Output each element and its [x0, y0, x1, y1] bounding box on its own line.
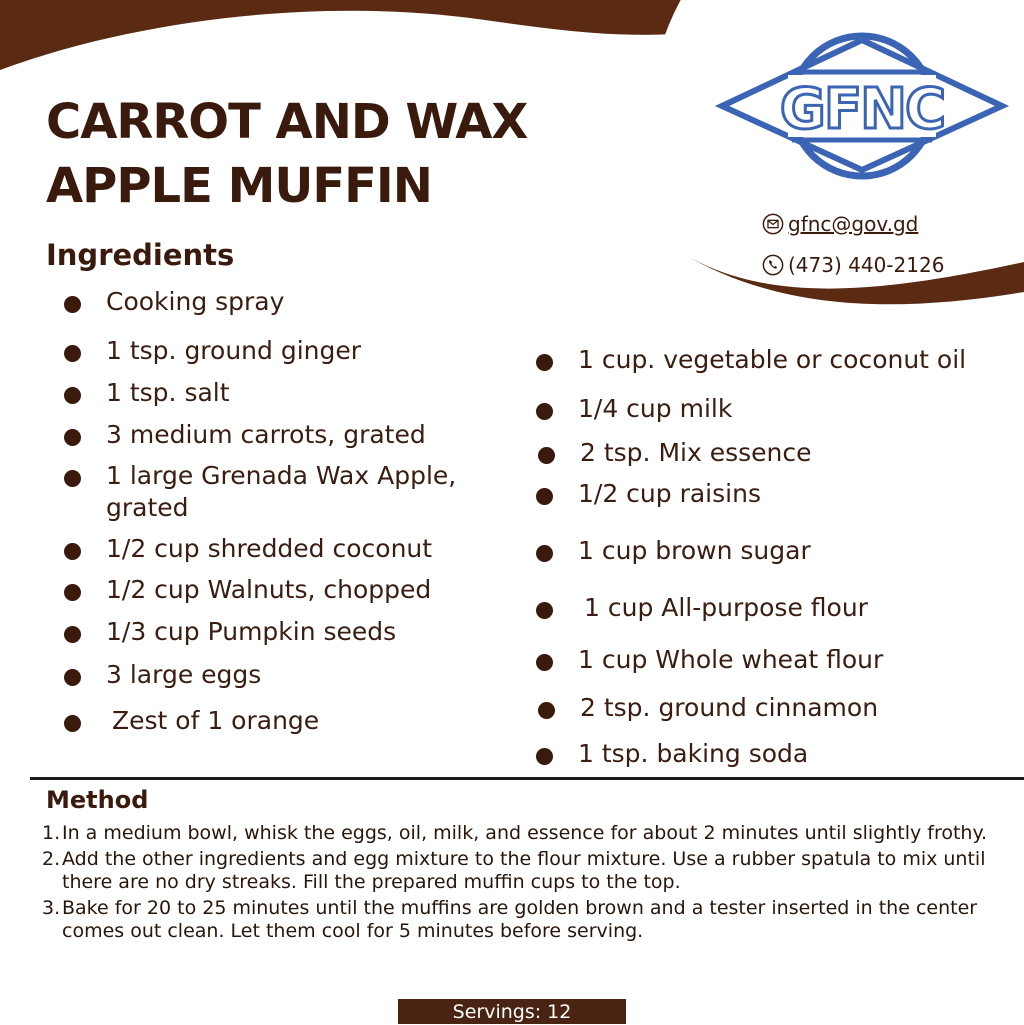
ingredient-item	[106, 335, 361, 367]
ingredient-item	[578, 644, 883, 676]
bullet-icon	[64, 543, 81, 560]
bullet-icon	[64, 669, 81, 686]
bullet-icon	[64, 387, 81, 404]
ingredient-item	[106, 460, 496, 524]
ingredient-label: 1/2 cup shredded coconut	[106, 534, 433, 563]
ingredient-label: 3 medium carrots, grated	[106, 420, 426, 449]
bullet-icon	[536, 403, 553, 420]
step-number: 2.	[42, 847, 61, 870]
ingredient-item	[106, 659, 261, 691]
ingredient-item	[584, 592, 868, 624]
ingredient-item	[106, 419, 426, 451]
ingredient-label: Zest of 1 orange	[112, 706, 320, 735]
bullet-icon	[64, 296, 81, 313]
ingredient-label: 1 tsp. ground ginger	[106, 336, 362, 365]
step-number: 1.	[42, 822, 61, 844]
method-step	[42, 848, 1002, 895]
envelope-icon	[762, 213, 784, 235]
email-contact[interactable]	[762, 212, 918, 236]
bullet-icon	[64, 345, 81, 362]
phone-contact[interactable]	[762, 253, 944, 277]
step-text: Bake for 20 to 25 minutes until the muffins are golden brown and a tester inserted in the center comes out clean. Let them cool for 5 minutes before serving.	[62, 896, 978, 942]
ingredient-label: 1 cup brown sugar	[578, 536, 811, 565]
bullet-icon	[538, 702, 555, 719]
ingredient-label: 1/2 cup Walnuts, chopped	[106, 575, 432, 604]
ingredient-item	[106, 533, 432, 565]
ingredient-label: 1 large Grenada Wax Apple, grated	[106, 461, 457, 522]
step-text: In a medium bowl, whisk the eggs, oil, milk, and essence for about 2 minutes until slightly frothy.	[62, 822, 988, 844]
ingredient-item	[578, 393, 732, 425]
bullet-icon	[64, 470, 81, 487]
ingredient-label: 3 large eggs	[106, 660, 262, 689]
ingredient-item	[106, 286, 284, 318]
ingredient-item	[580, 692, 878, 724]
ingredient-label: 1 cup All-purpose flour	[584, 593, 868, 622]
ingredient-item	[578, 535, 811, 567]
step-number: 3.	[42, 896, 61, 919]
ingredient-label: 2 tsp. Mix essence	[580, 438, 812, 467]
bullet-icon	[64, 429, 81, 446]
bullet-icon	[536, 545, 553, 562]
ingredient-label: 1/3 cup Pumpkin seeds	[106, 617, 397, 646]
ingredient-label: 1 tsp. baking soda	[578, 739, 809, 768]
bullet-icon	[536, 654, 553, 671]
ingredient-item	[106, 574, 431, 606]
method-step	[42, 822, 1002, 846]
ingredient-item	[580, 437, 811, 469]
method-heading: Method	[46, 786, 149, 814]
bullet-icon	[538, 447, 555, 464]
recipe-title	[46, 90, 527, 218]
phone-icon	[762, 254, 784, 276]
section-divider	[30, 777, 1024, 780]
method-step	[42, 897, 1002, 944]
bullet-icon	[536, 354, 553, 371]
bullet-icon	[64, 715, 81, 732]
ingredient-item	[106, 616, 396, 648]
bullet-icon	[64, 584, 81, 601]
ingredient-label: Cooking spray	[106, 287, 285, 316]
recipe-title-line-2: APPLE MUFFIN	[46, 158, 432, 214]
logo-text: GFNC	[779, 77, 945, 142]
recipe-title-line-1: CARROT AND WAX	[46, 94, 528, 150]
email-text[interactable]: gfnc@gov.gd	[788, 212, 919, 236]
ingredient-label: 1 tsp. salt	[106, 378, 230, 407]
ingredients-heading: Ingredients	[46, 238, 235, 272]
bullet-icon	[536, 602, 553, 619]
ingredient-item	[112, 705, 319, 737]
bullet-icon	[64, 626, 81, 643]
ingredient-label: 1 cup. vegetable or coconut oil	[578, 345, 967, 374]
ingredient-item	[578, 344, 966, 376]
phone-text[interactable]: (473) 440-2126	[788, 253, 945, 277]
ingredient-label: 1 cup Whole wheat flour	[578, 645, 884, 674]
servings-badge: Servings: 12	[398, 999, 626, 1024]
ingredient-label: 1/2 cup raisins	[578, 479, 761, 508]
bullet-icon	[536, 748, 553, 765]
ingredient-label: 2 tsp. ground cinnamon	[580, 693, 879, 722]
step-text: Add the other ingredients and egg mixture to the flour mixture. Use a rubber spatula to mix until there are no dry streaks. Fill the prepared muffin cups to the top.	[62, 847, 986, 893]
ingredient-item	[106, 377, 230, 409]
ingredient-item	[578, 478, 761, 510]
ingredient-item	[578, 738, 808, 770]
logo-circle-background	[650, 0, 1024, 370]
method-steps	[42, 822, 1002, 946]
ingredient-label: 1/4 cup milk	[578, 394, 733, 423]
bullet-icon	[536, 488, 553, 505]
